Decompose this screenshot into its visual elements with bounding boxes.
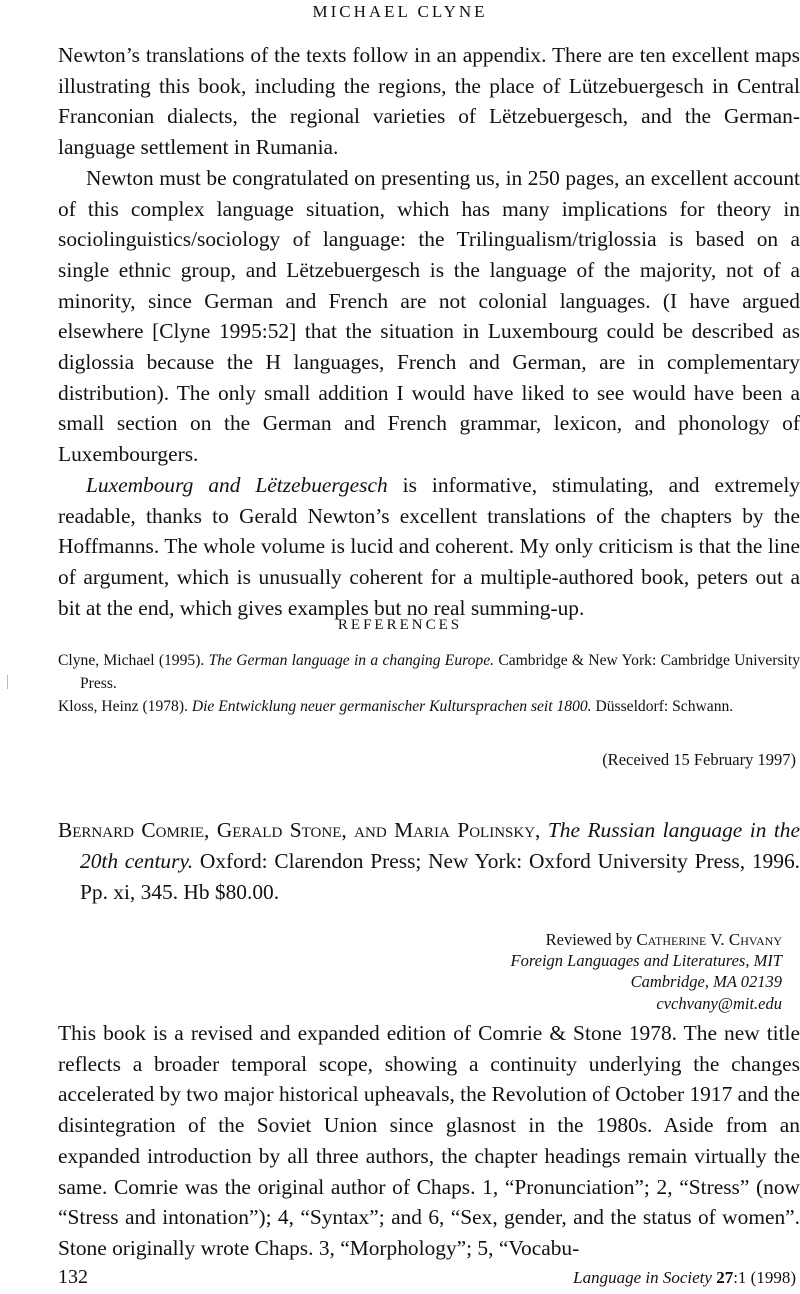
affiliation-text: Foreign Languages and Literatures, MIT <box>510 951 782 971</box>
reference-item-kloss <box>58 696 800 719</box>
reference-title: The German language in a changing Europe. <box>208 652 495 669</box>
book-publication: Oxford: Clarendon Press; New York: Oxford University Press, 1996. Pp. xi, 345. Hb $80.00. <box>80 849 800 904</box>
reviewer-affiliation <box>511 950 783 971</box>
book-title-italic: Luxembourg and Lëtzebuergesch <box>86 472 388 497</box>
reviewer-line <box>511 929 783 950</box>
review-conclusion <box>58 40 800 623</box>
references-heading: REFERENCES <box>337 617 463 633</box>
reviewer-name: Catherine V. Chvany <box>636 930 782 949</box>
journal-citation <box>573 1268 796 1288</box>
reference-item-clyne <box>58 650 800 695</box>
margin-mark <box>7 675 8 689</box>
references-list <box>58 650 800 720</box>
reviewer-email <box>511 993 783 1014</box>
reference-title: Die Entwicklung neuer germanischer Kultursprachen seit 1800. <box>191 698 592 715</box>
book-authors: Bernard Comrie, Gerald Stone, and Maria Polinsky, <box>58 818 541 842</box>
review-body <box>58 1018 800 1264</box>
reviewed-by-label: Reviewed by <box>545 930 637 949</box>
running-head: MICHAEL CLYNE <box>312 2 488 21</box>
reference-author: Clyne, Michael (1995). <box>58 652 209 669</box>
reviewer-block <box>511 929 783 1014</box>
paragraph-maps: Newton’s translations of the texts follow in an appendix. There are ten excellent maps illustrating this book, including the regions, the place of Lützebuergesch in Central Franconian dialects, the regional varieties of Lëtzebuergesch, and the German-language settlement in Rumania. <box>58 43 800 160</box>
journal-name: Language in Society <box>573 1268 712 1287</box>
page-number: 132 <box>58 1266 88 1288</box>
paragraph-summary <box>58 470 800 624</box>
reference-author: Kloss, Heinz (1978). <box>58 698 192 715</box>
received-date: (Received 15 February 1997) <box>602 750 796 769</box>
reference-publisher: Cambridge & New York: Cambridge University Press. <box>80 652 800 692</box>
journal-issue-year: :1 (1998) <box>733 1268 796 1287</box>
review-citation <box>58 815 800 908</box>
reference-publisher: Düsseldorf: Schwann. <box>591 698 734 715</box>
paragraph-summary-text: is informative, stimulating, and extremely readable, thanks to Gerald Newton’s excellent translations of the chapters by the Hoffmanns. The whole volume is lucid and coherent. My only criticism is that the line of argument, which is unusually coherent for a multiple-authored book, peters out a bit at the end, which gives examples but no real summing-up. <box>58 472 800 620</box>
paragraph-assessment: Newton must be congratulated on presenting us, in 250 pages, an excellent account of this complex language situation, which has many implications for theory in sociolinguistics/sociology of language: the Trilingualism/triglossia is based on a single ethnic group, and Lëtzebuergesch is the language of the majority, not of a minority, since German and French are not colonial languages. (I have argued elsewhere [Clyne 1995:52] that the situation in Luxembourg could be described as diglossia because the H languages, French and German, are in complementary distribution). The only small addition I would have liked to see would have been a small section on the German and French grammar, lexicon, and phonology of Luxembourgers. <box>58 165 800 467</box>
review-paragraph: This book is a revised and expanded edition of Comrie & Stone 1978. The new title reflects a broader temporal scope, showing a continuity underlying the changes accelerated by two major historical upheavals, the Revolution of October 1917 and the disintegration of the Soviet Union since glasnost in the 1980s. Aside from an expanded introduction by all three authors, the chapter headings remain virtually the same. Comrie was the original author of Chaps. 1, “Pronunciation”; 2, “Stress” (now “Stress and intonation”); 4, “Syntax”; and 6, “Sex, gender, and the status of women”. Stone originally wrote Chaps. 3, “Morphology”; 5, “Vocabu- <box>58 1021 800 1260</box>
location-text: Cambridge, MA 02139 <box>630 972 782 992</box>
email-text: cvchvany@mit.edu <box>656 993 782 1013</box>
reviewer-location <box>511 971 783 992</box>
journal-volume: 27 <box>716 1268 734 1287</box>
book-title: The Russian language in the 20th century. <box>80 818 800 873</box>
